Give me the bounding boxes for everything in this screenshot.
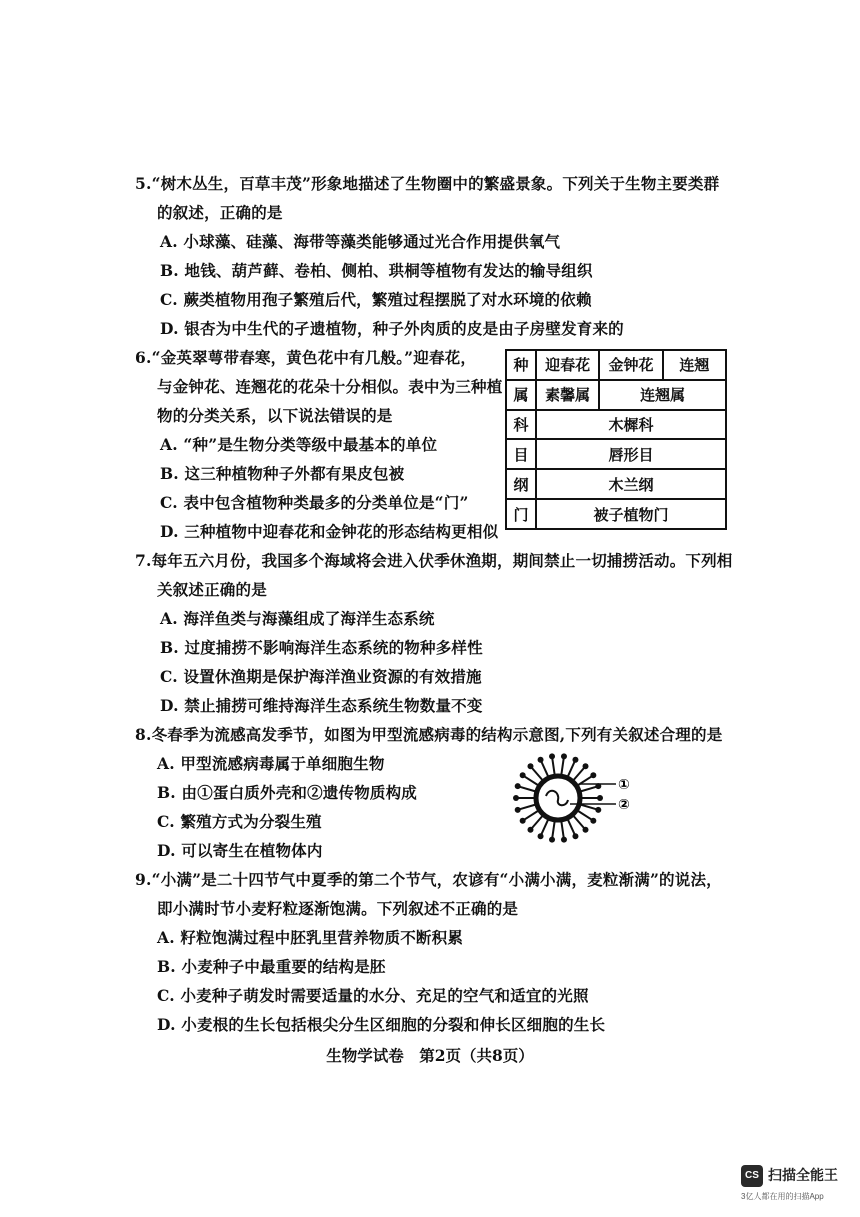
label-1: ①	[618, 777, 630, 793]
q6-option-d: D. 三种植物中迎春花和金钟花的形态结构更相似	[160, 522, 499, 541]
virus-spike-tip	[597, 795, 603, 801]
influenza-virus-diagram	[508, 748, 638, 848]
label-2: ②	[618, 797, 630, 813]
table-row-genus	[506, 380, 726, 410]
q5-stem-line2: 的叙述，正确的是	[157, 203, 283, 222]
watermark-name: 扫描全能王	[768, 1167, 838, 1183]
cs-logo-icon: CS	[741, 1165, 763, 1187]
q5-option-d: D. 银杏为中生代的孑遗植物，种子外肉质的皮是由子房壁发育来的	[160, 319, 624, 338]
q5-option-c: C. 蕨类植物用孢子繁殖后代，繁殖过程摆脱了对水环境的依赖	[160, 290, 592, 309]
q6-option-a: A. “种”是生物分类等级中最基本的单位	[160, 435, 438, 454]
page-footer: 生物学试卷 第2页（共8页）	[326, 1046, 534, 1065]
q8-option-d: D. 可以寄生在植物体内	[157, 841, 323, 860]
q6-stem-line3: 物的分类关系，以下说法错误的是	[157, 406, 393, 425]
q9-option-c: C. 小麦种子萌发时需要适量的水分、充足的空气和适宜的光照	[157, 986, 589, 1005]
table-row-class	[506, 469, 726, 499]
q7-option-c: C. 设置休渔期是保护海洋渔业资源的有效措施	[160, 667, 482, 686]
q9-option-a: A. 籽粒饱满过程中胚乳里营养物质不断积累	[157, 928, 464, 947]
q8-option-a: A. 甲型流感病毒属于单细胞生物	[157, 754, 385, 773]
q9-stem-line2: 即小满时节小麦籽粒逐渐饱满。下列叙述不正确的是	[157, 899, 519, 918]
q7-stem-line2: 关叙述正确的是	[157, 580, 267, 599]
q6-number: 6.	[135, 348, 152, 367]
rank-genus: 属	[506, 380, 536, 410]
table-row-species	[506, 350, 726, 380]
species-lianqiao: 连翘	[663, 350, 726, 380]
q6-option-b: B. 这三种植物种子外都有果皮包被	[160, 464, 405, 483]
genus-suxin: 素馨属	[536, 380, 599, 410]
virus-spike-tip	[527, 827, 533, 833]
q5-option-a: A. 小球藻、硅藻、海带等藻类能够通过光合作用提供氧气	[160, 232, 561, 251]
order-value: 唇形目	[536, 439, 726, 469]
rank-family: 科	[506, 410, 536, 440]
q8-number: 8.	[135, 725, 152, 744]
virus-spike-tip	[515, 783, 521, 789]
q7-option-b: B. 过度捕捞不影响海洋生态系统的物种多样性	[160, 638, 483, 657]
q5-option-b: B. 地钱、葫芦藓、卷柏、侧柏、珙桐等植物有发达的输导组织	[160, 261, 593, 280]
genus-lianqiao: 连翘属	[599, 380, 726, 410]
rank-order: 目	[506, 439, 536, 469]
scanner-watermark	[738, 1160, 848, 1206]
virus-spike-tip	[538, 833, 544, 839]
virus-spike-tip	[538, 757, 544, 763]
table-row-family	[506, 410, 726, 440]
q8-stem-line1: 8.冬春季为流感高发季节，如图为甲型流感病毒的结构示意图,下列有关叙述合理的是	[135, 725, 723, 744]
q9-option-b: B. 小麦种子中最重要的结构是胚	[157, 957, 386, 976]
watermark-slogan: 3亿人都在用的扫描App	[741, 1192, 824, 1201]
q7-option-a: A. 海洋鱼类与海藻组成了海洋生态系统	[160, 609, 435, 628]
phylum-value: 被子植物门	[536, 499, 726, 529]
class-value: 木兰纲	[536, 469, 726, 499]
q9-number: 9.	[135, 870, 152, 889]
table-row-order	[506, 439, 726, 469]
rank-class: 纲	[506, 469, 536, 499]
q9-stem-line1: 9.“小满”是二十四节气中夏季的第二个节气，农谚有“小满小满，麦粒渐满”的说法，	[135, 870, 722, 889]
q5-number: 5.	[135, 174, 152, 193]
q6-stem-line1: 6.“金英翠萼带春寒，黄色花中有几般。”迎春花，	[135, 348, 477, 367]
virus-spike-tip	[595, 807, 601, 813]
q7-option-d: D. 禁止捕捞可维持海洋生态系统生物数量不变	[160, 696, 483, 715]
virus-spike-tip	[520, 772, 526, 778]
virus-spike-tip	[520, 818, 526, 824]
rank-phylum: 门	[506, 499, 536, 529]
q5-stem-line1: 5.“树木丛生，百草丰茂”形象地描述了生物圈中的繁盛景象。下列关于生物主要类群	[135, 174, 720, 193]
virus-spike-tip	[561, 753, 567, 759]
virus-spike-tip	[590, 818, 596, 824]
rank-species: 种	[506, 350, 536, 380]
virus-spike-tip	[583, 827, 589, 833]
virus-spike-tip	[583, 763, 589, 769]
virus-spike-tip	[515, 807, 521, 813]
virus-spike-tip	[527, 763, 533, 769]
q8-option-c: C. 繁殖方式为分裂生殖	[157, 812, 322, 831]
virus-spike-tip	[572, 757, 578, 763]
virus-spike-tip	[572, 833, 578, 839]
species-jinzhonghua: 金钟花	[599, 350, 662, 380]
q8-option-b: B. 由①蛋白质外壳和②遗传物质构成	[157, 783, 417, 802]
q6-stem-line2: 与金钟花、连翘花的花朵十分相似。表中为三种植	[157, 377, 503, 396]
family-value: 木樨科	[536, 410, 726, 440]
species-yingchunhua: 迎春花	[536, 350, 599, 380]
classification-table	[505, 349, 727, 530]
q9-option-d: D. 小麦根的生长包括根尖分生区细胞的分裂和伸长区细胞的生长	[157, 1015, 606, 1034]
virus-spike-tip	[561, 837, 567, 843]
virus-spike-tip	[590, 772, 596, 778]
q6-option-c: C. 表中包含植物种类最多的分类单位是“门”	[160, 493, 469, 512]
virus-spike-tip	[513, 795, 519, 801]
q7-stem-line1: 7.每年五六月份，我国多个海域将会进入伏季休渔期，期间禁止一切捕捞活动。下列相	[135, 551, 733, 570]
virus-spike-tip	[549, 837, 555, 843]
q7-number: 7.	[135, 551, 152, 570]
table-row-phylum	[506, 499, 726, 529]
virus-spike-tip	[549, 753, 555, 759]
